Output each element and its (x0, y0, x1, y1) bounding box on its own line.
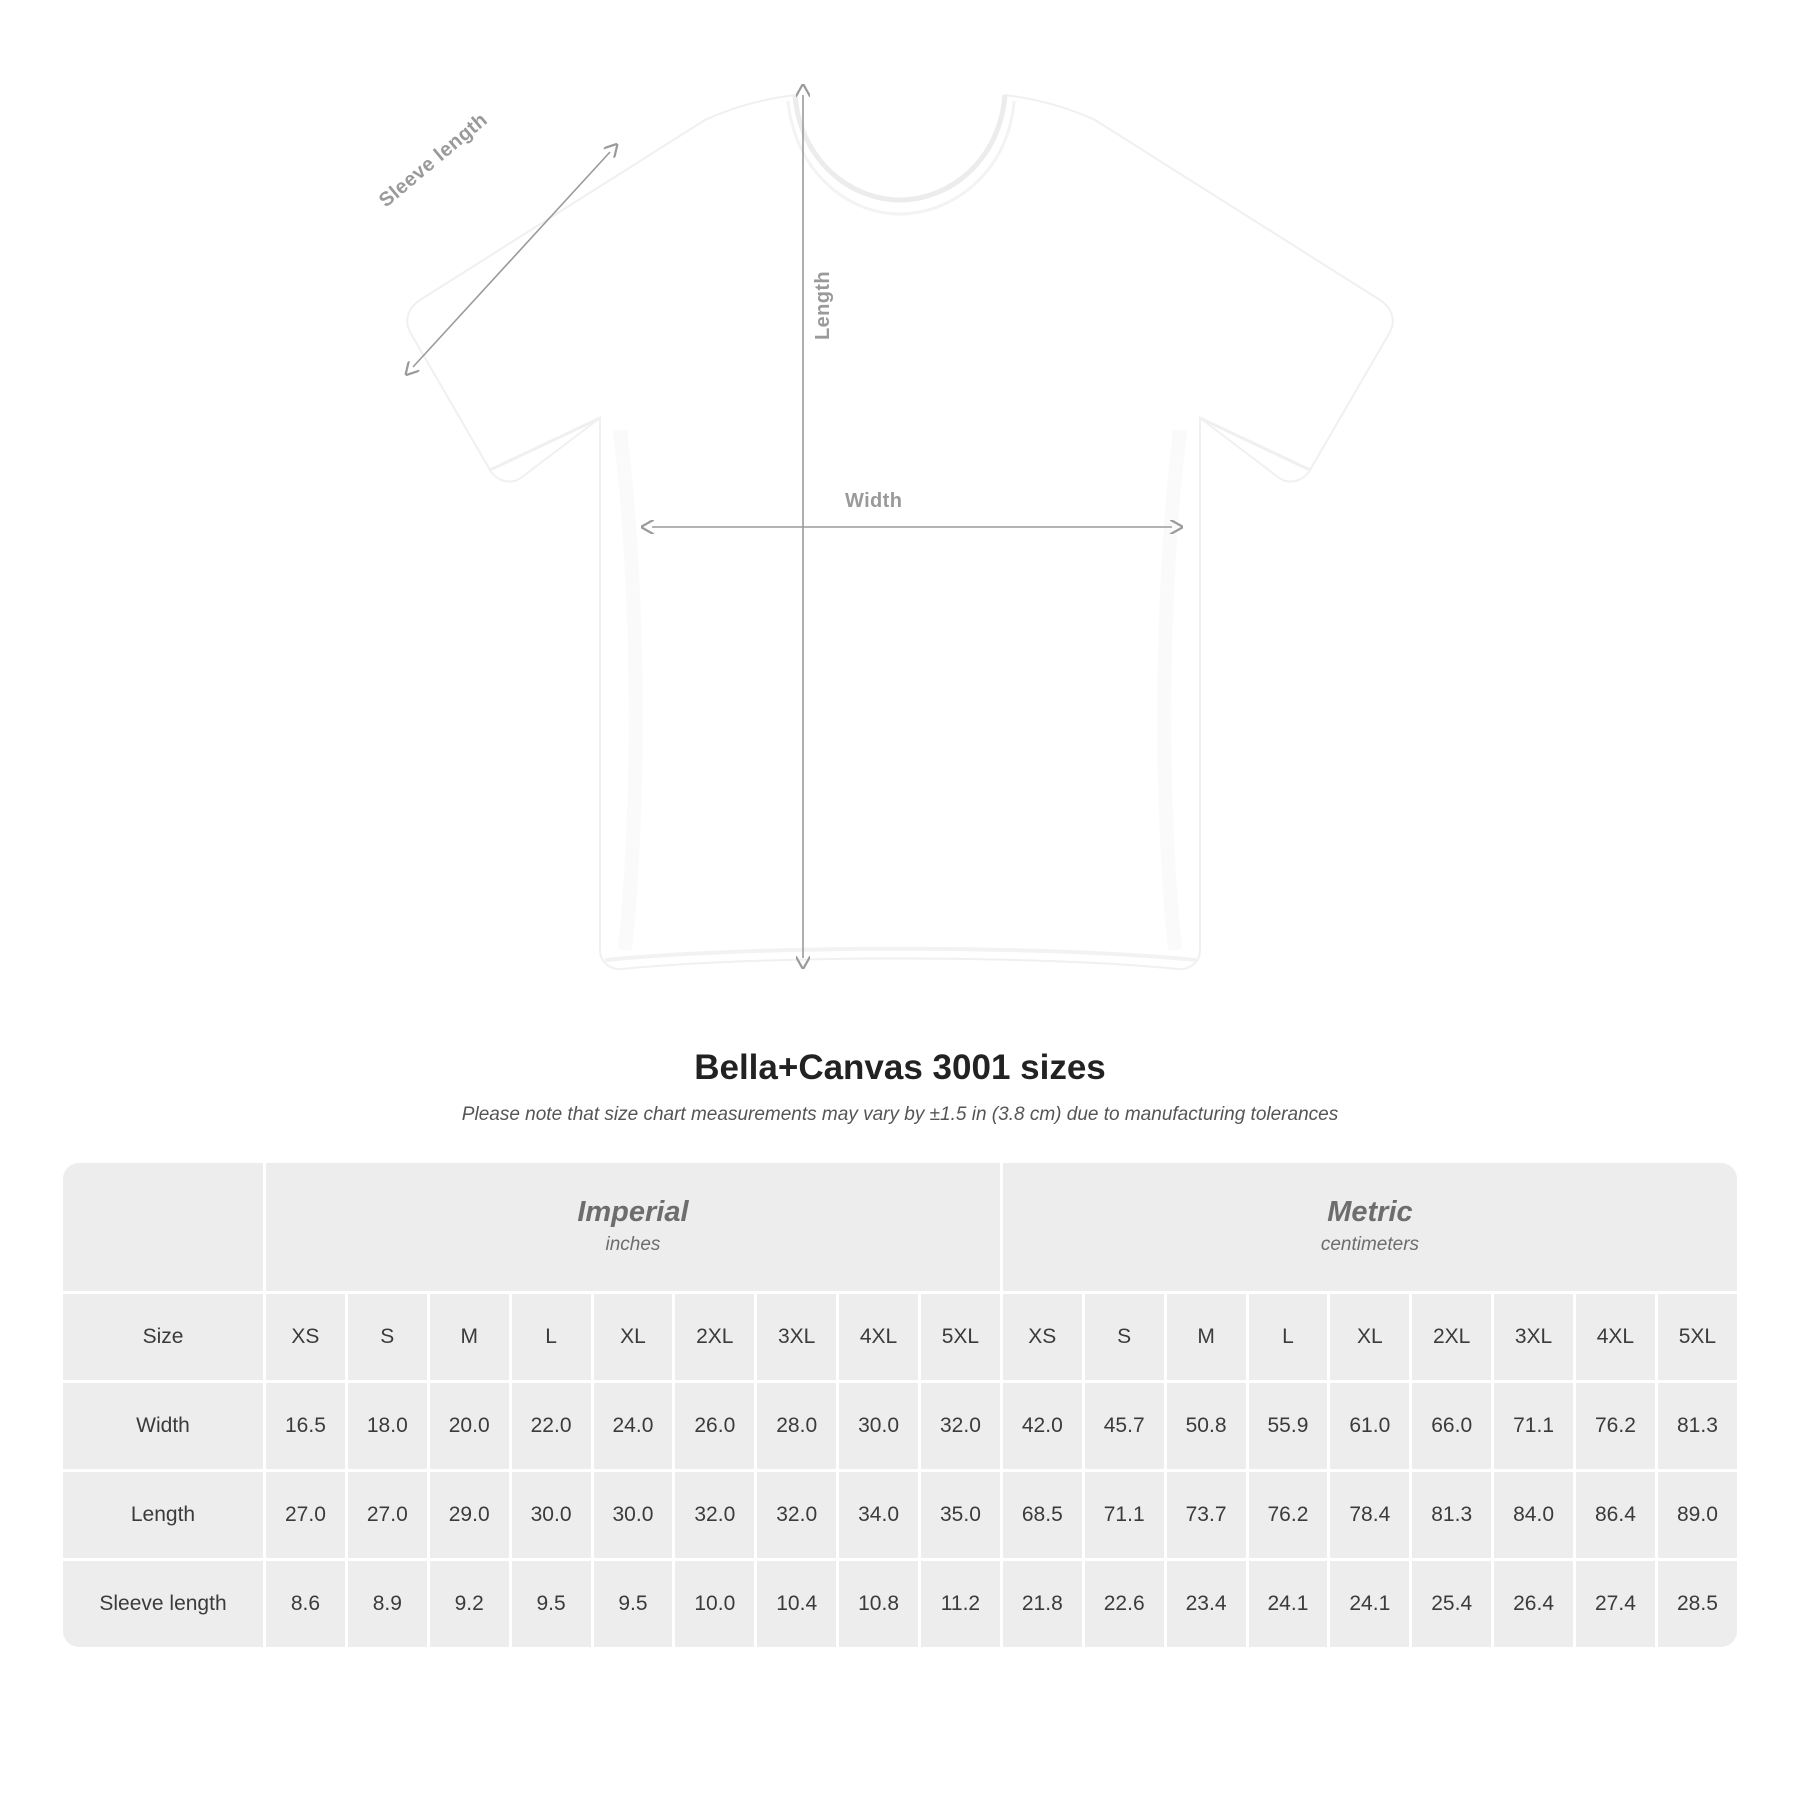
cell: 10.8 (839, 1561, 918, 1647)
unit-group-imperial-system: Imperial (577, 1195, 689, 1228)
cell: 34.0 (839, 1472, 918, 1558)
unit-group-metric-units: centimeters (1320, 1233, 1420, 1255)
cell: 50.8 (1167, 1383, 1246, 1469)
size-header-cell: XL (1330, 1294, 1409, 1380)
cell: 76.2 (1249, 1472, 1328, 1558)
size-header-cell: XL (594, 1294, 673, 1380)
size-header-cell: S (348, 1294, 427, 1380)
cell: 8.6 (266, 1561, 345, 1647)
cell: 35.0 (921, 1472, 1000, 1558)
table-row (63, 1383, 1737, 1469)
page-title: Bella+Canvas 3001 sizes (694, 1048, 1106, 1087)
table-row (63, 1472, 1737, 1558)
cell: 81.3 (1658, 1383, 1737, 1469)
size-header-cell: 3XL (1494, 1294, 1573, 1380)
cell: 71.1 (1494, 1383, 1573, 1469)
cell: 42.0 (1003, 1383, 1082, 1469)
cell: 66.0 (1412, 1383, 1491, 1469)
size-header-cell: 3XL (757, 1294, 836, 1380)
cell: 27.0 (348, 1472, 427, 1558)
tshirt-shape (407, 95, 1393, 969)
unit-header-spacer (63, 1163, 263, 1291)
cell: 25.4 (1412, 1561, 1491, 1647)
size-table-wrapper (60, 1160, 1740, 1650)
unit-group-metric (1003, 1163, 1737, 1291)
cell: 22.6 (1085, 1561, 1164, 1647)
cell: 30.0 (512, 1472, 591, 1558)
length-label: Length (812, 270, 834, 340)
cell: 27.4 (1576, 1561, 1655, 1647)
cell: 30.0 (839, 1383, 918, 1469)
unit-group-imperial-units: inches (605, 1233, 661, 1255)
title-block (0, 1048, 1800, 1126)
size-header-cell: 5XL (921, 1294, 1000, 1380)
cell: 18.0 (348, 1383, 427, 1469)
cell: 9.5 (594, 1561, 673, 1647)
cell: 84.0 (1494, 1472, 1573, 1558)
cell: 76.2 (1576, 1383, 1655, 1469)
cell: 45.7 (1085, 1383, 1164, 1469)
cell: 89.0 (1658, 1472, 1737, 1558)
cell: 21.8 (1003, 1561, 1082, 1647)
table-row-units (63, 1163, 1737, 1291)
cell: 55.9 (1249, 1383, 1328, 1469)
cell: 30.0 (594, 1472, 673, 1558)
size-header-cell: 2XL (1412, 1294, 1491, 1380)
size-header-cell: 4XL (839, 1294, 918, 1380)
size-header-cell: 2XL (675, 1294, 754, 1380)
width-label: Width (845, 490, 903, 512)
cell: 27.0 (266, 1472, 345, 1558)
cell: 8.9 (348, 1561, 427, 1647)
cell: 78.4 (1330, 1472, 1409, 1558)
cell: 81.3 (1412, 1472, 1491, 1558)
size-header-cell: XS (266, 1294, 345, 1380)
cell: 20.0 (430, 1383, 509, 1469)
cell: 9.5 (512, 1561, 591, 1647)
cell: 24.1 (1249, 1561, 1328, 1647)
row-header-size: Size (63, 1294, 263, 1380)
cell: 26.0 (675, 1383, 754, 1469)
size-header-cell: L (512, 1294, 591, 1380)
size-header-cell: S (1085, 1294, 1164, 1380)
cell: 28.0 (757, 1383, 836, 1469)
table-row (63, 1561, 1737, 1647)
size-header-cell: L (1249, 1294, 1328, 1380)
cell: 10.0 (675, 1561, 754, 1647)
cell: 16.5 (266, 1383, 345, 1469)
cell: 28.5 (1658, 1561, 1737, 1647)
size-header-cell: M (430, 1294, 509, 1380)
row-header-length: Length (63, 1472, 263, 1558)
cell: 71.1 (1085, 1472, 1164, 1558)
cell: 10.4 (757, 1561, 836, 1647)
cell: 9.2 (430, 1561, 509, 1647)
cell: 32.0 (921, 1383, 1000, 1469)
size-header-cell: 5XL (1658, 1294, 1737, 1380)
unit-group-metric-system: Metric (1327, 1195, 1413, 1228)
cell: 32.0 (757, 1472, 836, 1558)
size-header-cell: 4XL (1576, 1294, 1655, 1380)
cell: 24.0 (594, 1383, 673, 1469)
cell: 11.2 (921, 1561, 1000, 1647)
size-header-cell: XS (1003, 1294, 1082, 1380)
table-row-sizes (63, 1294, 1737, 1380)
tolerance-note: Please note that size chart measurements may vary by ±1.5 in (3.8 cm) due to manufacturing tolerances (461, 1104, 1339, 1125)
cell: 26.4 (1494, 1561, 1573, 1647)
size-header-cell: M (1167, 1294, 1246, 1380)
cell: 23.4 (1167, 1561, 1246, 1647)
size-table (60, 1160, 1740, 1650)
row-header-sleeve-length: Sleeve length (63, 1561, 263, 1647)
cell: 22.0 (512, 1383, 591, 1469)
cell: 24.1 (1330, 1561, 1409, 1647)
cell: 73.7 (1167, 1472, 1246, 1558)
row-header-width: Width (63, 1383, 263, 1469)
cell: 32.0 (675, 1472, 754, 1558)
cell: 86.4 (1576, 1472, 1655, 1558)
unit-group-imperial (266, 1163, 1000, 1291)
sleeve-length-label: Sleeve length (375, 108, 492, 212)
cell: 29.0 (430, 1472, 509, 1558)
cell: 68.5 (1003, 1472, 1082, 1558)
cell: 61.0 (1330, 1383, 1409, 1469)
